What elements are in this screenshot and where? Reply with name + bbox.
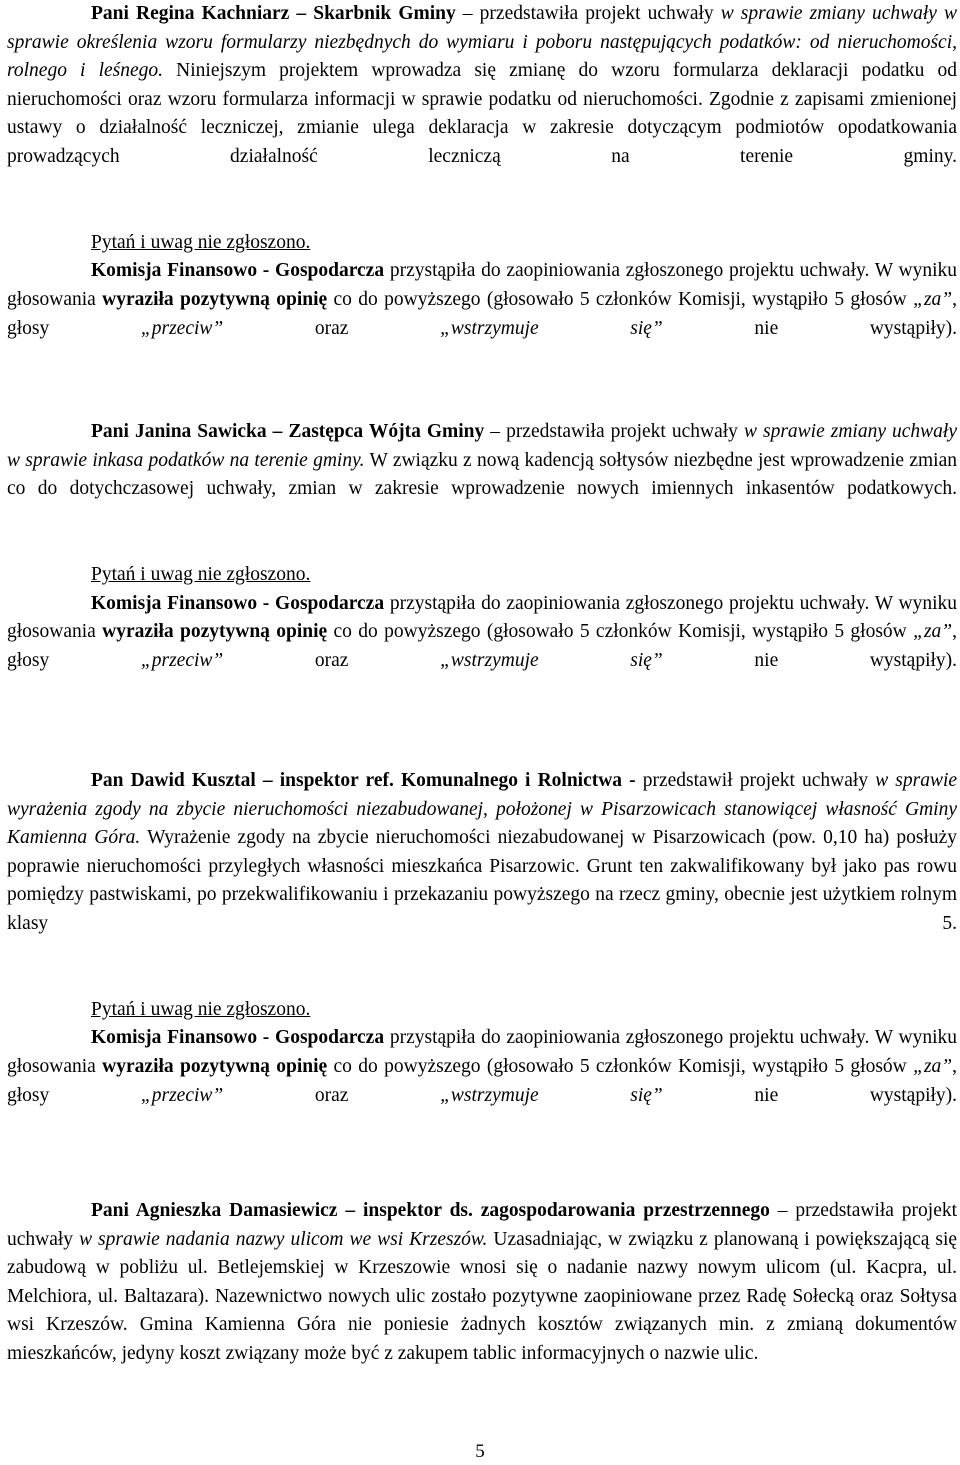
committee-opinion: Komisja Finansowo - Gospodarcza przystąpiła do zaopiniowania zgłoszonego projektu uchwały. W wyniku głosowania wyraziła pozytywną opinię co do powyższego (głosowało 5 członków Komisji, wystąpiło 5 głosów „za”, głosy „przeciw” oraz „wstrzymuje się” nie wystąpiły). [7,592,958,671]
presentation-paragraph: Pan Dawid Kusztal – inspektor ref. Komunalnego i Rolnictwa - przedstawił projekt uchwały w sprawie wyrażenia zgody na zbycie nieruchomości niezabudowanej, położonej w Pisarzowicach stanowiącej własność Gminy Kamienna Góra. Wyrażenie zgody na zbycie nieruchomości niezabudowanej w Pisarzowicach (pow. 0,10 ha) posłuży poprawie nieruchomości przyległych własności mieszkańca Pisarzowic. Grunt ten zakwalifikowany był jako pas rowu pomiędzy pastwiskami, po przekwalifikowaniu i przekazaniu powyższego na rzecz gminy, obecnie jest użytkiem rolnym klasy 5. [7,770,958,934]
page-number: 5 [475,1441,485,1462]
intro-text: przedstawiła projekt uchwały [506,421,738,442]
speaker-name: Pan Dawid Kusztal [91,770,256,791]
intro-text: przedstawił projekt uchwały [642,770,869,791]
committee-name: Komisja Finansowo - Gospodarcza [91,1027,385,1049]
speaker-role: inspektor ref. Komunalnego i Rolnictwa - [279,770,636,791]
agenda-item-3 [7,767,957,1139]
agenda-item-4 [7,1197,957,1369]
opinion-result: wyraziła pozytywną opinię [102,621,328,643]
committee-opinion: Komisja Finansowo - Gospodarcza przystąpiła do zaopiniowania zgłoszonego projektu uchwały. W wyniku głosowania wyraziła pozytywną opinię co do powyższego (głosowało 5 członków Komisji, wystąpiło 5 głosów „za”, głosy „przeciw” oraz „wstrzymuje się” nie wystąpiły). [7,1027,958,1106]
explanation-text: Niniejszym projektem wprowadza się zmianę do wzoru formularza deklaracji podatku od nieruchomości oraz wzoru formularza informacji w sprawie podatku od nieruchomości. Zgodnie z zapisami zmienionej ustawy o działalność leczniczej, zmianie ulega deklaracja w zakresie dotyczącym podmiotów opodatkowania prowadzących działalność leczniczą na terenie gminy. [7,60,958,167]
speaker-role: inspektor ds. zagospodarowania przestrzennego [362,1200,770,1221]
presentation-paragraph: Pani Regina Kachniarz – Skarbnik Gminy – przedstawiła projekt uchwały w sprawie zmiany uchwały w sprawie określenia wzoru formularzy niezbędnych do wymiaru i poboru następujących podatków: od nieruchomości, rolnego i leśnego. Niniejszym projektem wprowadza się zmianę do wzoru formularza deklaracji podatku od nieruchomości oraz wzoru formularza informacji w sprawie podatku od nieruchomości. Zgodnie z zapisami zmienionej ustawy o działalność leczniczej, zmianie ulega deklaracja w zakresie dotyczącym podmiotów opodatkowania prowadzących działalność leczniczą na terenie gminy. [7,3,958,167]
speaker-name: Pani Regina Kachniarz [91,3,290,24]
committee-opinion: Komisja Finansowo - Gospodarcza przystąpiła do zaopiniowania zgłoszonego projektu uchwały. W wyniku głosowania wyraziła pozytywną opinię co do powyższego (głosowało 5 członków Komisji, wystąpiło 5 głosów „za”, głosy „przeciw” oraz „wstrzymuje się” nie wystąpiły). [7,260,958,339]
committee-name: Komisja Finansowo - Gospodarcza [91,260,385,282]
no-questions-note: Pytań i uwag nie zgłoszono. [91,563,311,585]
agenda-item-2 [7,418,957,704]
resolution-title: w sprawie nadania nazwy ulicom we wsi Krzeszów. [79,1228,488,1250]
speaker-role: Skarbnik Gminy [313,3,456,24]
no-questions-note: Pytań i uwag nie zgłoszono. [91,998,311,1020]
speaker-name: Pani Agnieszka Damasiewicz [91,1200,338,1221]
agenda-item-1 [7,0,957,372]
opinion-result: wyraziła pozytywną opinię [102,1055,328,1077]
speaker-role: Zastępca Wójta Gminy [288,421,485,442]
committee-name: Komisja Finansowo - Gospodarcza [91,592,385,614]
explanation-text: W związku z nową kadencją sołtysów niezbędne jest wprowadzenie zmian co do dotychczasowej uchwały, zmian w zakresie wprowadzenie nowych imiennych inkasentów podatkowych. [7,449,957,500]
intro-text: przedstawiła projekt uchwały [7,1200,958,1250]
resolution-title: w sprawie zmiany uchwały w sprawie określenia wzoru formularzy niezbędnych do wymiaru i poboru następujących podatków: od nieruchomości, rolnego i leśnego. [7,3,958,82]
opinion-result: wyraziła pozytywną opinię [102,288,328,310]
intro-text: przedstawiła projekt uchwały [479,3,714,24]
explanation-text: Wyrażenie zgody na zbycie nieruchomości niezabudowanej w Pisarzowicach (pow. 0,10 ha) posłuży poprawie nieruchomości przyległych własności mieszkańca Pisarzowic. Grunt ten zakwalifikowany był jako pas rowu pomiędzy pastwiskami, po przekwalifikowaniu i przekazaniu powyższego na rzecz gminy, obecnie jest użytkiem rolnym klasy 5. [7,827,957,934]
resolution-title: w sprawie wyrażenia zgody na zbycie nieruchomości niezabudowanej, położonej w Pisarzowicach stanowiącej własność Gminy Kamienna Góra. [7,770,958,849]
resolution-title: w sprawie zmiany uchwały w sprawie inkasa podatków na terenie gminy. [7,421,957,471]
explanation-text: Uzasadniając, w związku z planowaną i powiększającą się zabudową w pobliżu ul. Betlejemskiej w Krzeszowie wnosi się o nadanie nazwy nowym ulicom (ul. Kacpra, ul. Melchiora, ul. Baltazara). Nazewnictwo nowych ulic zostało pozytywne zaopiniowane przez Radę Sołecką oraz Sołtysa wsi Krzeszów. Gmina Kamienna Góra nie poniesie żadnych kosztów związanych min. z zmianą dokumentów mieszkańców, jedyny koszt związany może być z zakupem tablic informacyjnych o nazwie ulic. [7,1228,958,1364]
no-questions-note: Pytań i uwag nie zgłoszono. [91,231,311,253]
presentation-paragraph: Pani Agnieszka Damasiewicz – inspektor ds. zagospodarowania przestrzennego – przedstawiła projekt uchwały w sprawie nadania nazwy ulicom we wsi Krzeszów. Uzasadniając, w związku z planowaną i powiększającą się zabudową w pobliżu ul. Betlejemskiej w Krzeszowie wnosi się o nadanie nazwy nowym ulicom (ul. Kacpra, ul. Melchiora, ul. Baltazara). Nazewnictwo nowych ulic zostało pozytywne zaopiniowane przez Radę Sołecką oraz Sołtysa wsi Krzeszów. Gmina Kamienna Góra nie poniesie żadnych kosztów związanych min. z zmianą dokumentów mieszkańców, jedyny koszt związany może być z zakupem tablic informacyjnych o nazwie ulic. [7,1200,958,1364]
presentation-paragraph: Pani Janina Sawicka – Zastępca Wójta Gminy – przedstawiła projekt uchwały w sprawie zmiany uchwały w sprawie inkasa podatków na terenie gminy. W związku z nową kadencją sołtysów niezbędne jest wprowadzenie zmian co do dotychczasowej uchwały, zmian w zakresie wprowadzenie nowych imiennych inkasentów podatkowych. [7,421,957,500]
speaker-name: Pani Janina Sawicka [91,421,267,442]
